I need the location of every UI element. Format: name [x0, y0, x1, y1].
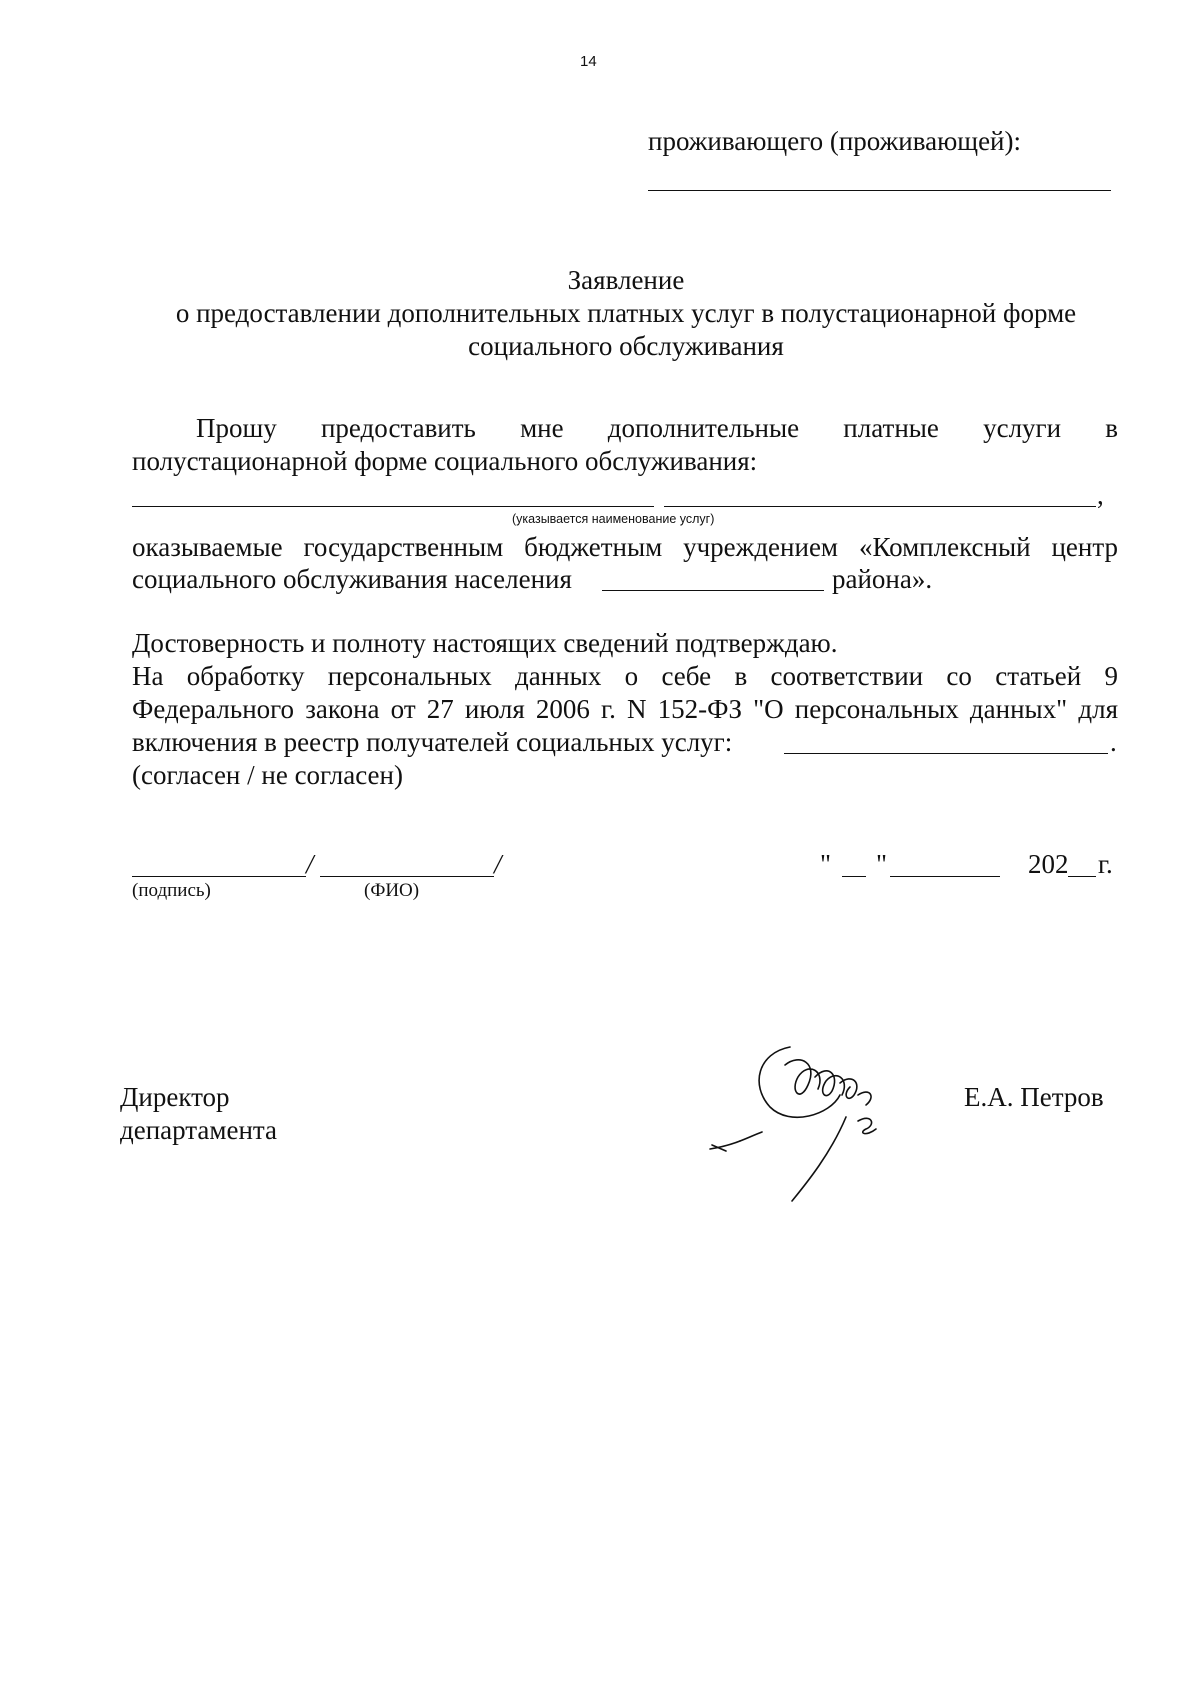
provided-line-1: оказываемые государственным бюджетным учреждением «Комплексный центр — [132, 532, 1118, 562]
signature-label: (подпись) — [132, 880, 211, 901]
signature-slash-1: / — [306, 849, 314, 879]
date-year-suffix: г. — [1098, 849, 1113, 879]
signer-name: Е.А. Петров — [964, 1082, 1104, 1112]
residing-fill-line — [648, 190, 1111, 191]
consent-period: . — [1110, 727, 1117, 757]
signer-position-line1: Директор — [120, 1082, 230, 1112]
services-fill-line-left — [132, 506, 654, 507]
date-year-prefix: 202 — [1028, 849, 1069, 879]
request-line-1: Прошу предоставить мне дополнительные платные услуги в — [196, 413, 1118, 443]
provided-line-2-end: района». — [832, 564, 933, 594]
services-fill-line-right — [664, 506, 1096, 507]
confirmation-line: Достоверность и полноту настоящих сведений подтверждаю. — [132, 628, 838, 658]
page-number: 14 — [580, 53, 597, 70]
signer-position-line2: департамента — [120, 1115, 278, 1145]
consent-fill-line — [784, 753, 1108, 754]
consent-options: (согласен / не согласен) — [132, 760, 403, 790]
fio-fill-line — [320, 876, 494, 877]
residing-label: проживающего (проживающей): — [648, 126, 1021, 156]
district-fill-line — [602, 590, 824, 591]
date-quote-open: " — [820, 849, 832, 879]
consent-line-2: Федерального закона от 27 июля 2006 г. N 152-ФЗ "О персональных данных" для — [132, 694, 1118, 724]
date-month-line — [890, 876, 1000, 877]
date-day-line — [842, 876, 866, 877]
consent-line-3: включения в реестр получателей социальных услуг: — [132, 727, 733, 757]
fio-label: (ФИО) — [364, 880, 420, 901]
consent-line-1: На обработку персональных данных о себе в соответствии со статьей 9 — [132, 661, 1118, 691]
document-subtitle-line2: социального обслуживания — [468, 331, 784, 361]
handwritten-signature — [690, 1025, 930, 1205]
services-hint: (указывается наименование услуг) — [512, 512, 715, 526]
services-comma: , — [1097, 480, 1104, 510]
signature-fill-line — [132, 876, 306, 877]
request-line-2: полустационарной форме социального обслуживания: — [132, 446, 758, 476]
date-year-line — [1068, 876, 1096, 877]
date-quote-close: " — [876, 849, 888, 879]
signature-slash-2: / — [494, 849, 502, 879]
document-subtitle-line1: о предоставлении дополнительных платных услуг в полустационарной форме — [175, 298, 1077, 328]
document-title: Заявление — [567, 265, 685, 295]
provided-line-2-start: социального обслуживания населения — [132, 564, 572, 594]
